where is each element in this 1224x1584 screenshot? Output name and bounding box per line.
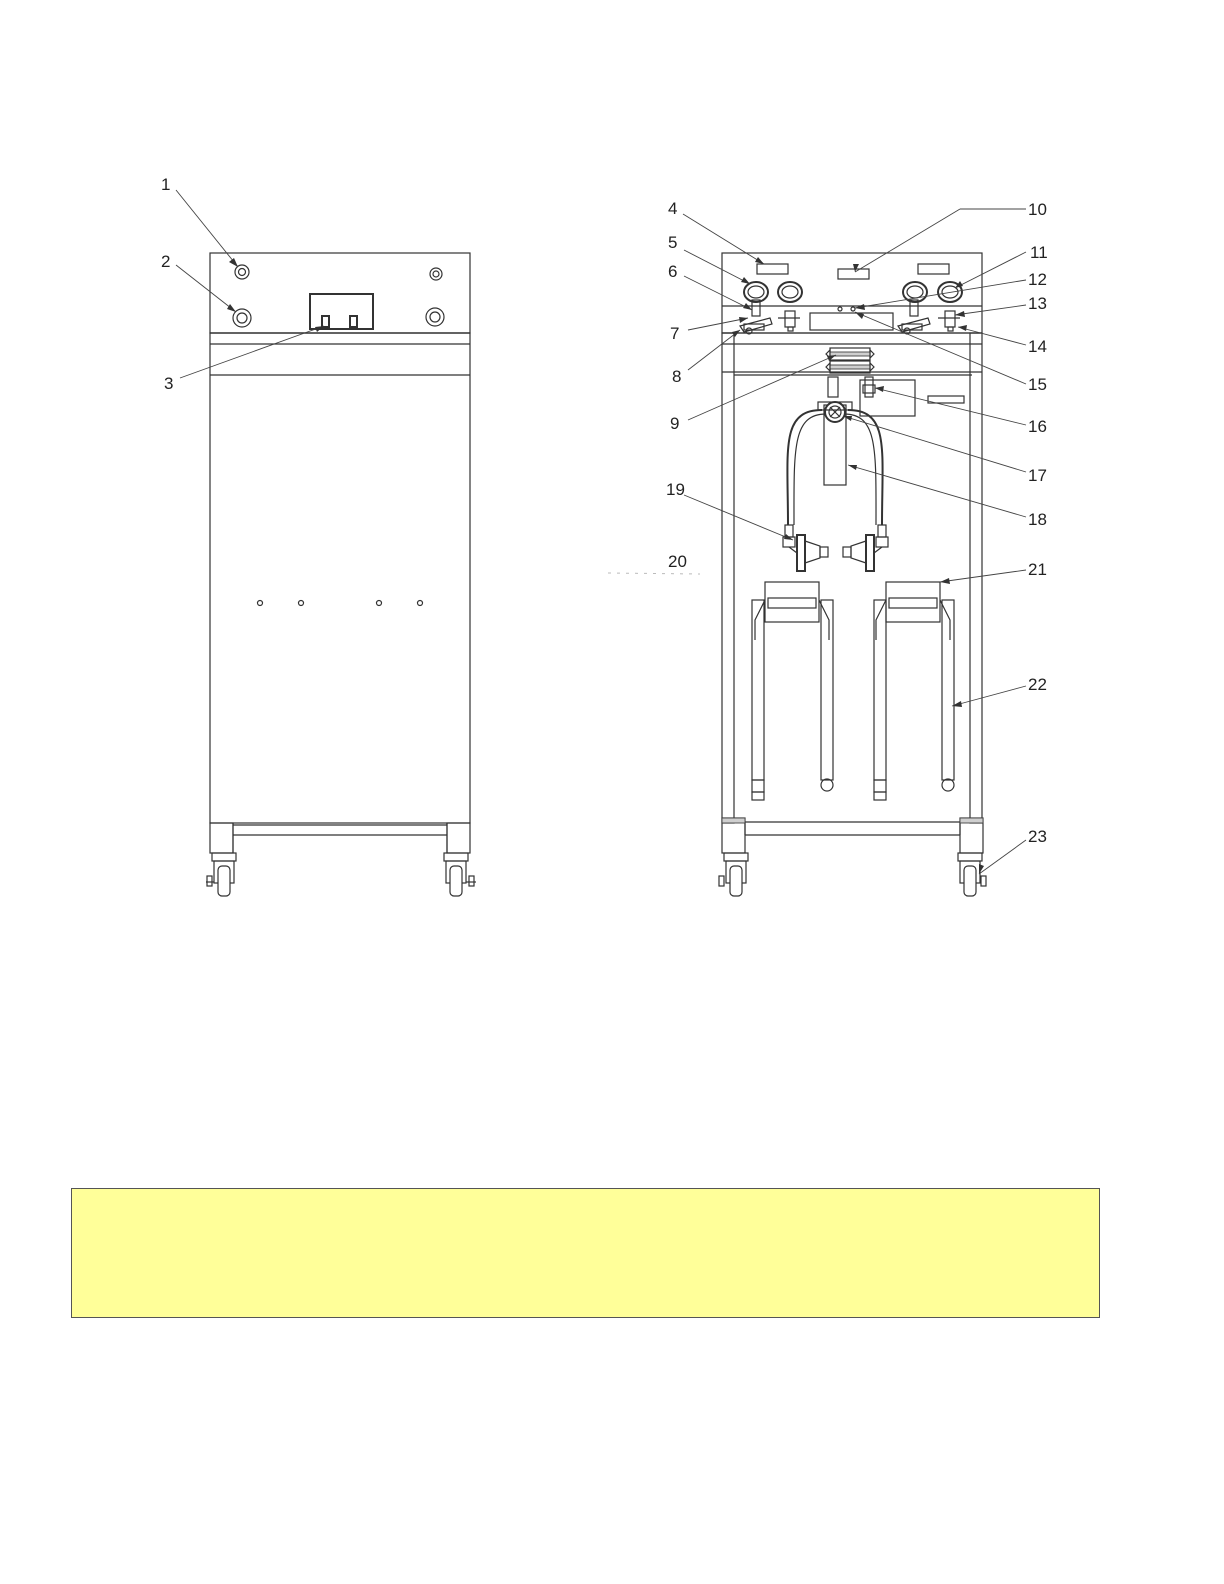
coiled-hose-icon <box>821 600 833 791</box>
note-box <box>71 1188 1100 1318</box>
knob-small-icon <box>235 265 249 279</box>
switch-panel <box>310 294 373 329</box>
callout-7: 7 <box>670 324 680 343</box>
rear-view <box>719 253 986 896</box>
caster-icon <box>206 853 236 896</box>
callout-11: 11 <box>1030 243 1048 262</box>
valve-handle-icon <box>898 300 930 334</box>
knob-large-icon <box>426 308 444 326</box>
callout-20: 20 <box>668 552 687 571</box>
coiled-hose-icon <box>752 600 764 800</box>
callout-labels <box>161 175 1048 846</box>
caster-icon <box>719 853 748 896</box>
manifold-block <box>826 348 874 373</box>
leader-lines <box>176 190 1026 874</box>
callout-22: 22 <box>1028 675 1047 694</box>
gauge-icon <box>778 282 802 302</box>
hose-holder-left <box>755 582 829 640</box>
callout-23: 23 <box>1028 827 1047 846</box>
hose-holder-right <box>876 582 950 640</box>
knob-small-icon <box>430 268 442 280</box>
caster-icon <box>958 853 986 896</box>
coiled-hose-icon <box>942 600 954 791</box>
front-view <box>206 253 476 896</box>
callout-18: 18 <box>1028 510 1047 529</box>
callout-3: 3 <box>164 374 174 393</box>
callout-4: 4 <box>668 199 678 218</box>
callout-10: 10 <box>1028 200 1047 219</box>
callout-5: 5 <box>668 233 678 252</box>
callout-12: 12 <box>1028 270 1047 289</box>
callout-1: 1 <box>161 175 171 194</box>
valve-icon <box>938 311 960 331</box>
callout-9: 9 <box>670 414 680 433</box>
callout-8: 8 <box>672 367 682 386</box>
callout-14: 14 <box>1028 337 1047 356</box>
callout-17: 17 <box>1028 466 1047 485</box>
callout-2: 2 <box>161 252 171 271</box>
gauge-icon <box>903 282 927 302</box>
callout-16: 16 <box>1028 417 1047 436</box>
callout-13: 13 <box>1028 294 1047 313</box>
caster-icon <box>444 853 476 896</box>
callout-21: 21 <box>1028 560 1047 579</box>
callout-15: 15 <box>1028 375 1047 394</box>
coupler-left-icon <box>783 525 828 571</box>
callout-6: 6 <box>668 262 678 281</box>
coupler-right-icon <box>843 525 888 571</box>
valve-icon <box>778 311 800 331</box>
gauge-icon <box>744 282 768 302</box>
callout-19: 19 <box>666 480 685 499</box>
